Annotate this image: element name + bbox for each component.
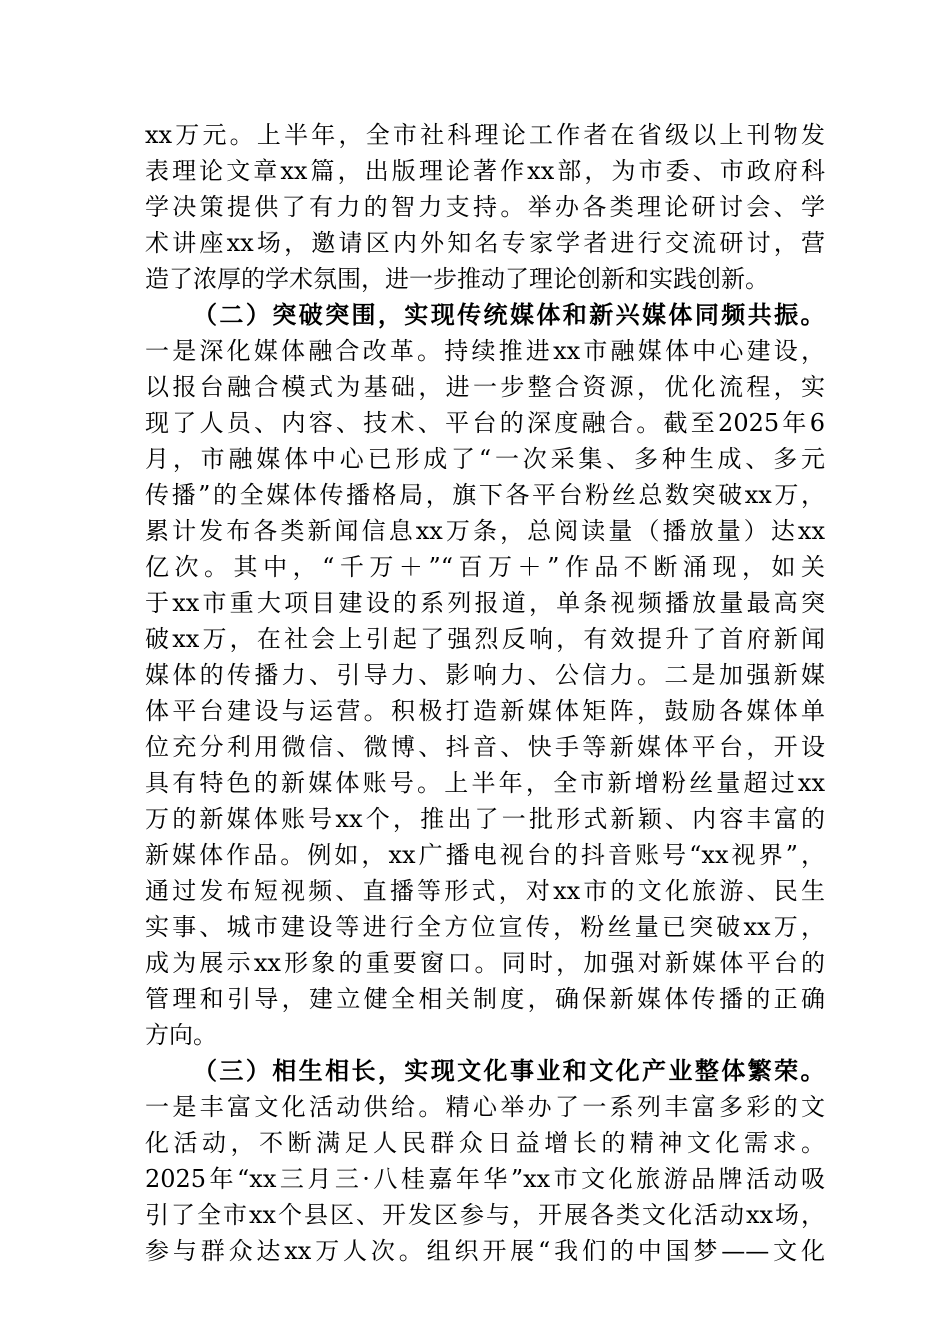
text-line: 一是深化媒体融合改革。持续推进xx市融媒体中心建设， xyxy=(145,337,825,365)
body-text xyxy=(145,117,825,1269)
text-line: 体平台建设与运营。积极打造新媒体矩阵，鼓励各媒体单 xyxy=(145,697,825,725)
text-line: 一是丰富文化活动供给。精心举办了一系列丰富多彩的文 xyxy=(145,1093,825,1121)
text-line: 通过发布短视频、直播等形式，对xx市的文化旅游、民生 xyxy=(145,877,825,905)
text-line: 破xx万，在社会上引起了强烈反响，有效提升了首府新闻 xyxy=(145,625,825,653)
text-line: 引了全市xx个县区、开发区参与，开展各类文化活动xx场， xyxy=(145,1201,825,1229)
text-line: 参与群众达xx万人次。组织开展“我们的中国梦——文化 xyxy=(145,1237,825,1265)
text-line: 2025年“xx三月三·八桂嘉年华”xx市文化旅游品牌活动吸 xyxy=(145,1165,825,1193)
text-line: 月，市融媒体中心已形成了“一次采集、多种生成、多元 xyxy=(145,445,825,473)
text-line: 具有特色的新媒体账号。上半年，全市新增粉丝量超过xx xyxy=(145,769,825,797)
text-line: 累计发布各类新闻信息xx万条，总阅读量（播放量）达xx xyxy=(145,517,825,545)
text-line: 亿次。其中，“千万＋”“百万＋”作品不断涌现，如关 xyxy=(145,553,825,581)
text-line: 以报台融合模式为基础，进一步整合资源，优化流程，实 xyxy=(145,373,825,401)
text-line: 万的新媒体账号xx个，推出了一批形式新颖、内容丰富的 xyxy=(145,805,825,833)
text-line: 管理和引导，建立健全相关制度，确保新媒体传播的正确 xyxy=(145,985,825,1013)
text-line: 成为展示xx形象的重要窗口。同时，加强对新媒体平台的 xyxy=(145,949,825,977)
text-line: 新媒体作品。例如，xx广播电视台的抖音账号“xx视界”， xyxy=(145,841,825,869)
text-line: 媒体的传播力、引导力、影响力、公信力。二是加强新媒 xyxy=(145,661,825,689)
text-line: 学决策提供了有力的智力支持。举办各类理论研讨会、学 xyxy=(145,193,825,221)
text-line: 表理论文章xx篇，出版理论著作xx部，为市委、市政府科 xyxy=(145,157,825,185)
text-line: 术讲座xx场，邀请区内外知名专家学者进行交流研讨，营 xyxy=(145,229,825,257)
text-line: 造了浓厚的学术氛围，进一步推动了理论创新和实践创新。 xyxy=(145,265,769,293)
text-line: 实事、城市建设等进行全方位宣传，粉丝量已突破xx万， xyxy=(145,913,825,941)
text-line: 传播”的全媒体传播格局，旗下各平台粉丝总数突破xx万， xyxy=(145,481,825,509)
text-line: 位充分利用微信、微博、抖音、快手等新媒体平台，开设 xyxy=(145,733,825,761)
text-line: 于xx市重大项目建设的系列报道，单条视频播放量最高突 xyxy=(145,589,825,617)
text-line: 现了人员、内容、技术、平台的深度融合。截至2025年6 xyxy=(145,409,825,437)
section-heading: （三）相生相长，实现文化事业和文化产业整体繁荣。 xyxy=(193,1056,825,1085)
text-line: 方向。 xyxy=(145,1021,217,1049)
text-line: 化活动，不断满足人民群众日益增长的精神文化需求。 xyxy=(145,1129,825,1157)
section-heading: （二）突破突围，实现传统媒体和新兴媒体同频共振。 xyxy=(193,300,825,329)
text-line: xx万元。上半年，全市社科理论工作者在省级以上刊物发 xyxy=(145,121,825,149)
